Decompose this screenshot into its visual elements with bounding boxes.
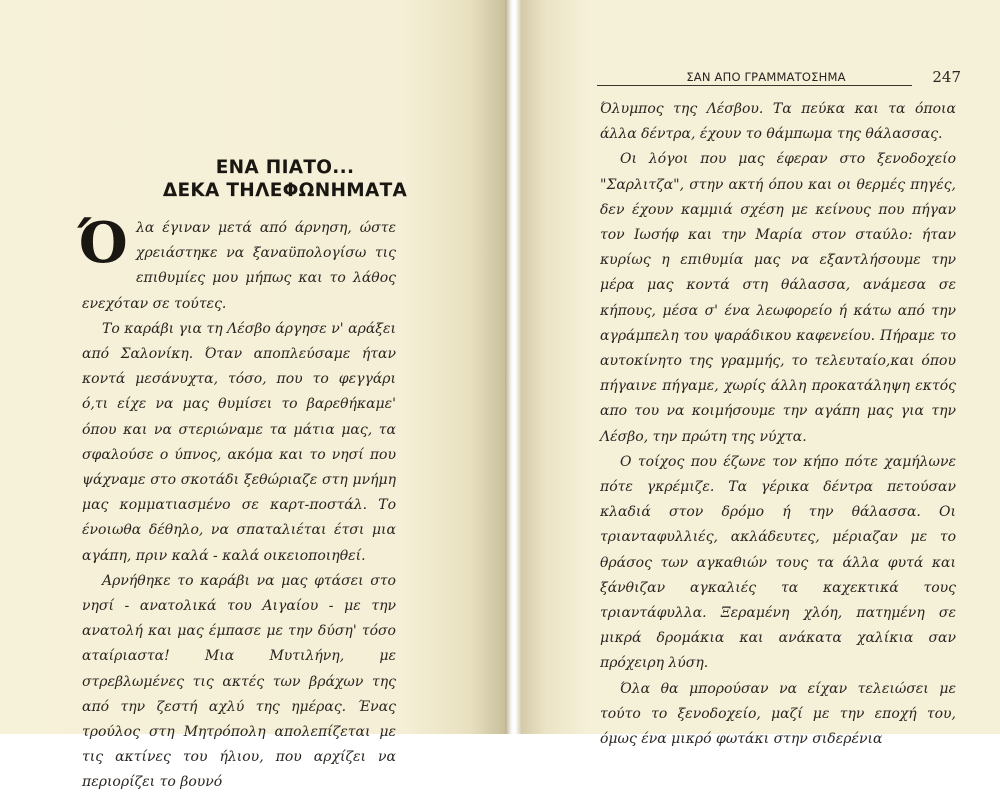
right-page (522, 0, 1000, 748)
book-gutter (505, 0, 522, 734)
paragraph: Όλυμπος της Λέσβου. Τα πεύκα και τα όποια άλλα δέντρα, έχουν το θάμπωμα της θάλασσας. (600, 101, 956, 143)
running-head: ΣΑΝ ΑΠΟ ΓΡΑΜΜΑΤΟΣΗΜΑ (597, 70, 935, 86)
paragraph: Αρνήθηκε το καράβι να μας φτάσει στο νησί - ανατολικά του Αιγαίου - με την ανατολή και μας έμπασε με την δύση' τόσο αταίριαστα! Μια Μυτιλήνη, με στρεβλωμένες τις ακτές των βράχων της από την ζεστή αχλύ της ημέρας. Ένας τρούλος στη Μητρόπολη απολεπίζεται με τις ακτίνες του ήλιου, που αρχίζει να περιορίζει το βουνό (82, 572, 396, 791)
chapter-title-line-1: ΕΝΑ ΠΙΑΤΟ... (215, 157, 355, 178)
paragraph (78, 210, 396, 317)
page-number: 247 (912, 68, 961, 86)
right-page-body (600, 97, 956, 752)
paragraph: Το καράβι για τη Λέσβο άργησε ν' αράξει από Σαλονίκη. Όταν αποπλεύσαμε ήταν κοντά μεσάνυχτα, τόσο, που το φεγγάρι ό,τι είχε να μας θυμίσει το βαρεθήκαμε' όπου και να στεριώναμε τα μάτια μας, τα σφαλούσε ο ύπνος, ακόμα και το νησί που ψάχναμε στο σκοτάδι ξεθώριαζε στη μνήμη μας κομματιασμένο σε καρτ-ποστάλ. Το ένοιωθα δέθηλο, να σπαταλιέται έτσι μια αγάπη, πριν καλά - καλά οικειοποιηθεί. (82, 320, 396, 564)
chapter-title-line-2: ΔΕΚΑ ΤΗΛΕΦΩΝΗΜΑΤΑ (162, 180, 408, 201)
paragraph-text: λα έγιναν μετά από άρνηση, ώστε χρειάστηκε να ξαναϋπολογίσω τις επιθυμίες μου μήπως και το λάθος ενεχόταν σε τούτες. (82, 220, 396, 312)
paragraph: Ο τοίχος που έζωνε τον κήπο πότε χαμήλωνε πότε γκρέμιζε. Τα γέρικα δέντρα πετούσαν κλαδιά στον δρόμο ή την θάλασσα. Οι τριανταφυλλιές, ακλάδευτες, μέριαζαν με το θράσος των αγκαθιών τους τα άλλα φυτά και ξάνθιζαν αγκαλιές τα καχεκτικά τους τριαντάφυλλα. Ξεραμένη χλόη, πατημένη σε μικρά δρομάκια και ανάκατα χαλίκια σαν πρόχειρη λύση. (600, 453, 956, 672)
chapter-title (120, 156, 450, 202)
left-page-body (78, 210, 396, 796)
paragraph: Οι λόγοι που μας έφεραν στο ξενοδοχείο "Σαρλιτζα", στην ακτή όπου και οι θερμές πηγές, δεν έχουν καμμιά σχέση με κείνους που πήγαν τον Ιωσήφ και την Μαρία στον σταύλο: ήταν κυρίως η επιθυμία μας να εξαντλήσουμε την μέρα μας κοντά στη θάλασσα, ανάμεσα σε κήπους, μέσα σ' ένα λεωφορείο ή κάτω από την αγράμπελη του ψαράδικου καφενείου. Πήραμε το αυτοκίνητο της γραμμής, το τελευταίο,και όπου πήγαινε πήγαμε, χωρίς άλλη προκατάληψη εκτός απο του να κοιμήσουμε την αγάπη μας για την Λέσβο, την πρώτη της νύχτα. (600, 151, 956, 445)
paragraph: Όλα θα μπορούσαν να είχαν τελειώσει με τούτο το ξενοδοχείο, μαζί με την εποχή του, όμως ένα μικρό φωτάκι στην σιδερένια (600, 680, 956, 748)
drop-cap: Ό (78, 210, 128, 276)
